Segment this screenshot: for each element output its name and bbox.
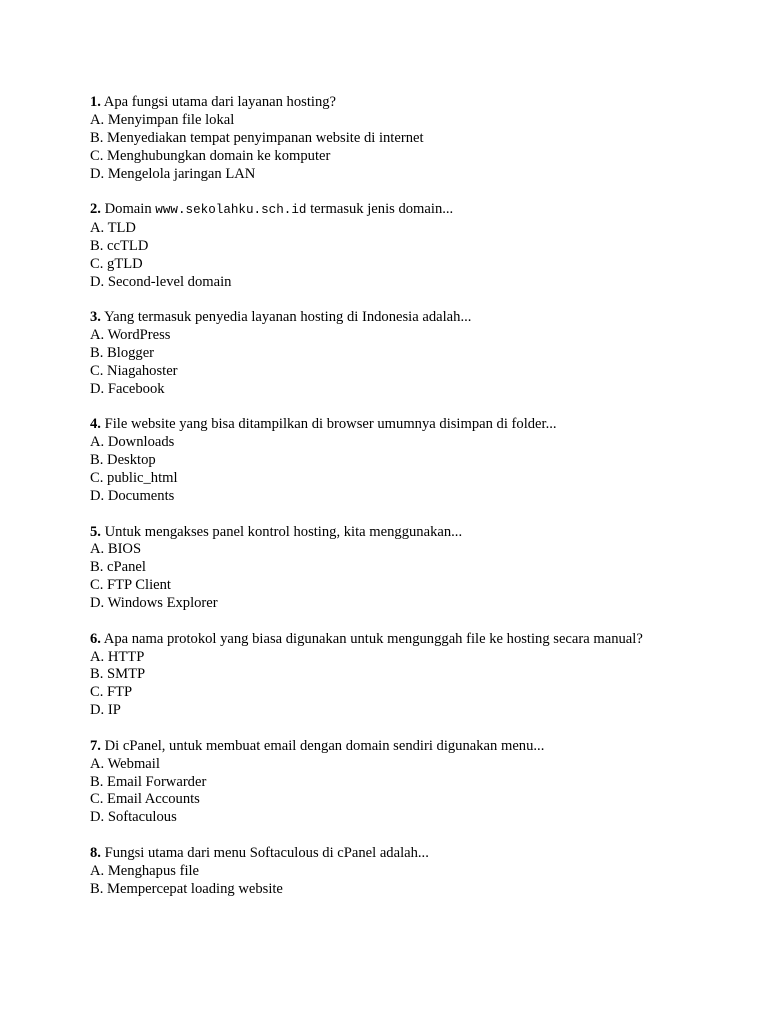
option-c: C. public_html (90, 470, 178, 487)
question-1 (90, 94, 750, 184)
question-4-stem (90, 416, 750, 434)
option-d: D. Softaculous (90, 809, 177, 826)
question-text-before: Domain (104, 201, 152, 218)
question-number: 2. (90, 201, 101, 218)
option-b: B. Menyediakan tempat penyimpanan website di internet (90, 129, 424, 146)
option-c: C. Menghubungkan domain ke komputer (90, 147, 331, 164)
option-d: D. Facebook (90, 380, 165, 397)
question-2-stem (90, 201, 750, 220)
option-a: A. Menghapus file (90, 862, 200, 879)
question-number: 4. (90, 416, 101, 433)
question-5-stem (90, 524, 750, 542)
question-text: Fungsi utama dari menu Softaculous di cPanel adalah... (104, 844, 429, 861)
question-text: Di cPanel, untuk membuat email dengan domain sendiri digunakan menu... (104, 737, 545, 754)
question-3-stem (90, 309, 750, 327)
option-d: D. Mengelola jaringan LAN (90, 165, 256, 182)
option-a: A. WordPress (90, 327, 171, 344)
domain-code-text: www.sekolahku.sch.id (155, 203, 307, 218)
option-b: B. Blogger (90, 345, 155, 362)
question-text: Apa fungsi utama dari layanan hosting? (103, 94, 337, 110)
question-number: 6. (90, 630, 101, 647)
option-d: D. Documents (90, 488, 175, 504)
question-4 (90, 416, 750, 506)
question-7-stem (90, 738, 750, 756)
question-8 (90, 845, 750, 899)
question-3 (90, 309, 750, 399)
option-a: A. Downloads (90, 434, 175, 451)
option-b: B. ccTLD (90, 237, 149, 254)
option-b: B. cPanel (90, 559, 146, 576)
question-text: File website yang bisa ditampilkan di browser umumnya disimpan di folder... (104, 416, 557, 433)
question-6-stem (90, 631, 750, 649)
question-number: 8. (90, 844, 101, 861)
question-text: Untuk mengakses panel kontrol hosting, kita menggunakan... (104, 523, 463, 540)
option-a: A. HTTP (90, 648, 145, 665)
document-page (90, 94, 750, 916)
option-a: A. Menyimpan file lokal (90, 111, 235, 128)
question-text: Yang termasuk penyedia layanan hosting di Indonesia adalah... (104, 309, 472, 326)
option-a: A. TLD (90, 220, 136, 237)
question-text: Apa nama protokol yang biasa digunakan untuk mengunggah file ke hosting secara manual? (103, 630, 643, 647)
option-d: D. Second-level domain (90, 273, 232, 290)
option-b: B. Desktop (90, 452, 156, 469)
option-b: B. SMTP (90, 666, 146, 683)
option-c: C. gTLD (90, 255, 143, 272)
option-a: A. Webmail (90, 755, 160, 772)
option-a: A. BIOS (90, 541, 142, 558)
question-number: 5. (90, 523, 101, 540)
question-6 (90, 631, 750, 721)
question-5 (90, 524, 750, 614)
question-number: 1. (90, 94, 101, 110)
question-number: 3. (90, 309, 101, 326)
option-c: C. Email Accounts (90, 791, 200, 808)
option-c: C. FTP (90, 684, 133, 701)
option-d: D. IP (90, 702, 121, 719)
question-number: 7. (90, 737, 101, 754)
option-d: D. Windows Explorer (90, 595, 218, 612)
question-1-stem (90, 94, 750, 112)
option-c: C. Niagahoster (90, 362, 178, 379)
option-c: C. FTP Client (90, 577, 171, 594)
option-b: B. Email Forwarder (90, 773, 207, 790)
question-2 (90, 201, 750, 292)
question-8-stem (90, 845, 750, 863)
question-text-after: termasuk jenis domain... (310, 201, 454, 218)
option-b: B. Mempercepat loading website (90, 880, 283, 897)
question-7 (90, 738, 750, 828)
